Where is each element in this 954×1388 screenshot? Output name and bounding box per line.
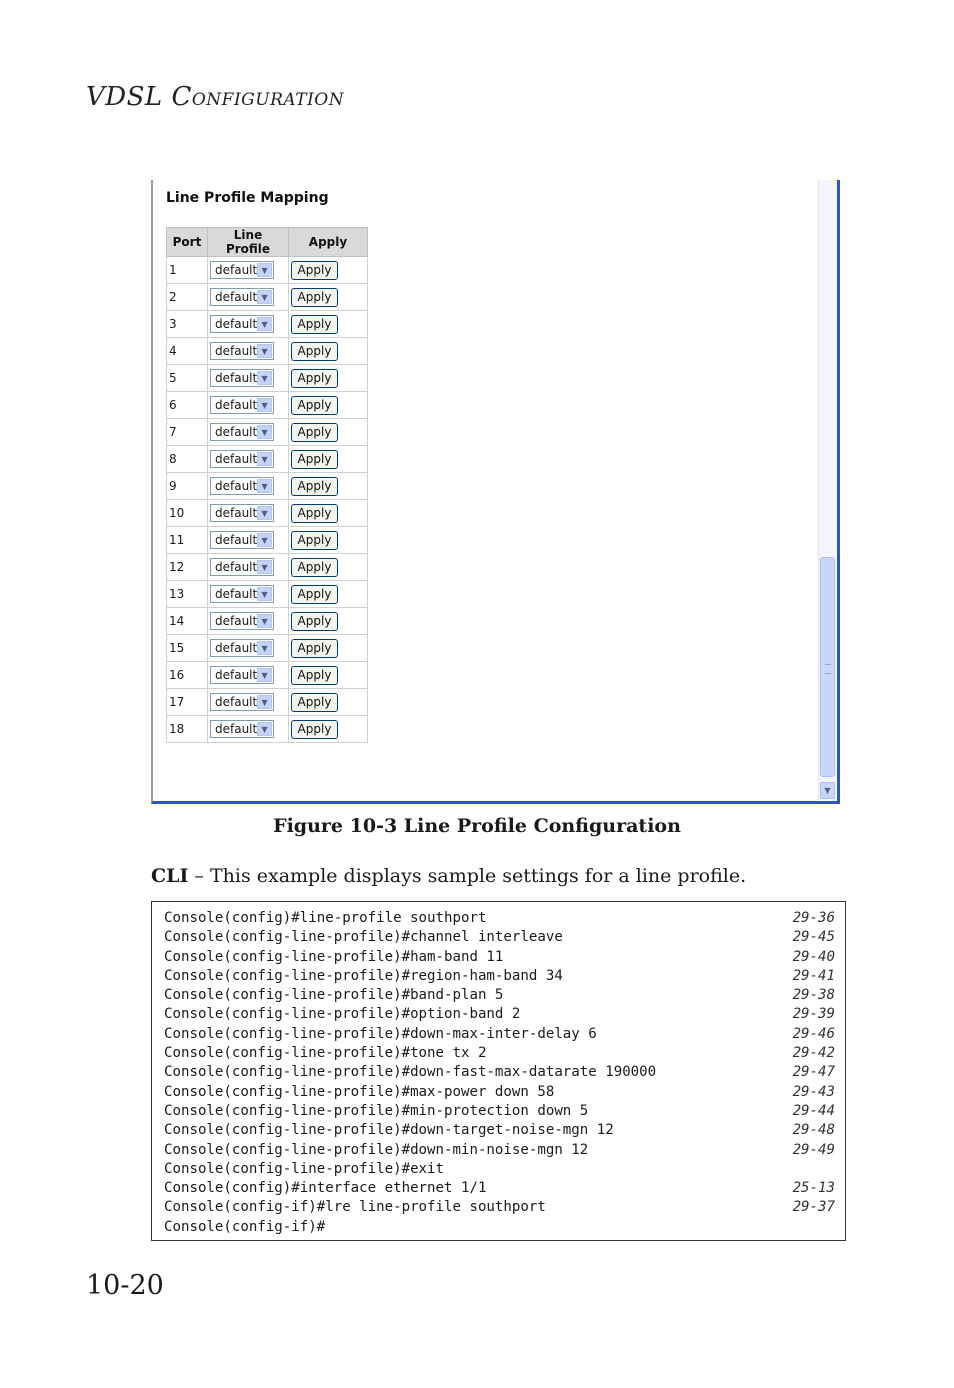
line-profile-cell: [208, 365, 289, 392]
panel-title: Line Profile Mapping: [166, 190, 329, 206]
cli-page-reference: 29-44: [792, 1102, 835, 1119]
cli-intro-text: – This example displays sample settings for a line profile.: [188, 865, 747, 887]
cli-command: Console(config-line-profile)#down-max-inter-delay 6: [164, 1025, 597, 1042]
apply-cell: [289, 581, 368, 608]
line-profile-select[interactable]: [210, 450, 274, 468]
line-profile-select[interactable]: [210, 288, 274, 306]
chevron-down-icon[interactable]: ▼: [257, 641, 272, 655]
port-number: 3: [167, 311, 208, 338]
line-profile-value: default: [215, 479, 258, 493]
apply-cell: [289, 257, 368, 284]
cli-command: Console(config-line-profile)#tone tx 2: [164, 1045, 487, 1062]
chapter-title-main: VDSL C: [86, 82, 192, 112]
port-number: 10: [167, 500, 208, 527]
cli-command: Console(config-line-profile)#down-fast-max-datarate 190000: [164, 1064, 657, 1081]
table-row: [167, 446, 368, 473]
table-row: [167, 500, 368, 527]
line-profile-select[interactable]: [210, 423, 274, 441]
cli-line: [164, 986, 835, 1005]
cli-label: CLI: [151, 865, 189, 887]
line-profile-select[interactable]: [210, 315, 274, 333]
cli-command: Console(config)#interface ethernet 1/1: [164, 1180, 487, 1197]
port-number: 8: [167, 446, 208, 473]
line-profile-cell: [208, 473, 289, 500]
chevron-down-icon[interactable]: ▼: [257, 722, 272, 736]
cli-line: [164, 1063, 835, 1082]
chevron-down-icon[interactable]: ▼: [257, 290, 272, 304]
cli-page-reference: 29-42: [792, 1045, 835, 1062]
cli-page-reference: 29-39: [792, 1006, 835, 1023]
cli-command: Console(config-line-profile)#option-band 2: [164, 1006, 521, 1023]
chevron-down-icon[interactable]: ▼: [257, 452, 272, 466]
line-profile-select[interactable]: [210, 261, 274, 279]
line-profile-value: default: [215, 452, 258, 466]
line-profile-value: default: [215, 263, 258, 277]
apply-button[interactable]: Apply: [291, 450, 338, 469]
table-row: [167, 284, 368, 311]
port-number: 15: [167, 635, 208, 662]
column-header-apply: Apply: [289, 228, 368, 257]
cli-line: [164, 1218, 835, 1237]
vertical-scrollbar[interactable]: [818, 180, 837, 801]
line-profile-cell: [208, 689, 289, 716]
apply-cell: [289, 689, 368, 716]
cli-line: [164, 1044, 835, 1063]
line-profile-select[interactable]: [210, 342, 274, 360]
line-profile-value: default: [215, 641, 258, 655]
port-number: 4: [167, 338, 208, 365]
cli-command: Console(config-line-profile)#ham-band 11: [164, 948, 504, 965]
table-row: [167, 581, 368, 608]
line-profile-mapping-table: [166, 227, 368, 743]
cli-page-reference: 29-45: [792, 929, 835, 946]
cli-page-reference: 25-13: [792, 1180, 835, 1197]
apply-button[interactable]: Apply: [291, 396, 338, 415]
apply-cell: [289, 419, 368, 446]
chevron-down-icon[interactable]: ▼: [257, 263, 272, 277]
cli-line: [164, 967, 835, 986]
line-profile-cell: [208, 392, 289, 419]
cli-page-reference: 29-46: [792, 1025, 835, 1042]
port-number: 17: [167, 689, 208, 716]
apply-button[interactable]: Apply: [291, 504, 338, 523]
apply-cell: [289, 635, 368, 662]
apply-cell: [289, 608, 368, 635]
apply-cell: [289, 284, 368, 311]
chevron-down-icon[interactable]: ▼: [257, 425, 272, 439]
line-profile-value: default: [215, 722, 258, 736]
line-profile-value: default: [215, 317, 258, 331]
cli-line: [164, 1141, 835, 1160]
port-number: 13: [167, 581, 208, 608]
cli-page-reference: 29-40: [792, 948, 835, 965]
chevron-down-icon[interactable]: ▼: [257, 506, 272, 520]
table-row: [167, 311, 368, 338]
line-profile-value: default: [215, 290, 258, 304]
table-row: [167, 419, 368, 446]
line-profile-cell: [208, 446, 289, 473]
line-profile-value: default: [215, 695, 258, 709]
table-row: [167, 365, 368, 392]
apply-button[interactable]: Apply: [291, 639, 338, 658]
cli-command: Console(config-line-profile)#down-min-noise-mgn 12: [164, 1141, 589, 1158]
cli-page-reference: 29-36: [792, 910, 835, 926]
line-profile-select[interactable]: [210, 396, 274, 414]
line-profile-value: default: [215, 587, 258, 601]
line-profile-cell: [208, 284, 289, 311]
apply-button[interactable]: Apply: [291, 423, 338, 442]
line-profile-select[interactable]: [210, 531, 274, 549]
line-profile-select[interactable]: [210, 369, 274, 387]
line-profile-select[interactable]: [210, 720, 274, 738]
port-number: 7: [167, 419, 208, 446]
apply-button[interactable]: Apply: [291, 585, 338, 604]
port-number: 14: [167, 608, 208, 635]
apply-cell: [289, 500, 368, 527]
table-row: [167, 689, 368, 716]
line-profile-value: default: [215, 398, 258, 412]
apply-button[interactable]: Apply: [291, 315, 338, 334]
apply-cell: [289, 446, 368, 473]
cli-page-reference: 29-37: [792, 1199, 835, 1216]
scrollbar-grip-icon: [825, 664, 831, 674]
column-header-line-profile: Line Profile: [208, 228, 289, 257]
cli-line: [164, 1160, 835, 1179]
apply-cell: [289, 311, 368, 338]
cli-line: [164, 1083, 835, 1102]
table-row: [167, 473, 368, 500]
table-row: [167, 716, 368, 743]
line-profile-cell: [208, 338, 289, 365]
cli-line: [164, 1198, 835, 1217]
line-profile-cell: [208, 662, 289, 689]
line-profile-cell: [208, 527, 289, 554]
line-profile-cell: [208, 581, 289, 608]
apply-button[interactable]: Apply: [291, 666, 338, 685]
line-profile-select[interactable]: [210, 612, 274, 630]
line-profile-cell: [208, 257, 289, 284]
cli-command: Console(config-if)#lre line-profile southport: [164, 1199, 546, 1216]
apply-button[interactable]: Apply: [291, 288, 338, 307]
apply-cell: [289, 662, 368, 689]
line-profile-select[interactable]: [210, 585, 274, 603]
cli-command: Console(config-if)#: [164, 1218, 326, 1235]
line-profile-select[interactable]: [210, 693, 274, 711]
cli-line: [164, 909, 835, 928]
cli-line: [164, 1102, 835, 1121]
table-row: [167, 662, 368, 689]
line-profile-select[interactable]: [210, 558, 274, 576]
apply-button[interactable]: Apply: [291, 693, 338, 712]
line-profile-select[interactable]: [210, 639, 274, 657]
port-number: 9: [167, 473, 208, 500]
apply-button[interactable]: Apply: [291, 342, 338, 361]
cli-command: Console(config-line-profile)#max-power down 58: [164, 1083, 555, 1100]
cli-page-reference: 29-48: [792, 1122, 835, 1139]
cli-command: Console(config-line-profile)#down-target-noise-mgn 12: [164, 1122, 614, 1139]
chevron-down-icon[interactable]: ▼: [257, 587, 272, 601]
table-row: [167, 338, 368, 365]
apply-cell: [289, 716, 368, 743]
line-profile-value: default: [215, 425, 258, 439]
cli-line: [164, 1179, 835, 1198]
page-number: 10-20: [86, 1270, 164, 1301]
chevron-down-icon[interactable]: ▼: [257, 344, 272, 358]
apply-cell: [289, 473, 368, 500]
port-number: 2: [167, 284, 208, 311]
ui-screenshot: [151, 180, 840, 804]
line-profile-value: default: [215, 668, 258, 682]
scrollbar-thumb[interactable]: [820, 557, 835, 777]
cli-line: [164, 948, 835, 967]
line-profile-cell: [208, 419, 289, 446]
chapter-title-small: ONFIGURATION: [191, 90, 345, 110]
cli-line: [164, 1025, 835, 1044]
port-number: 16: [167, 662, 208, 689]
line-profile-value: default: [215, 533, 258, 547]
line-profile-value: default: [215, 560, 258, 574]
port-number: 1: [167, 257, 208, 284]
apply-cell: [289, 365, 368, 392]
line-profile-select[interactable]: [210, 504, 274, 522]
table-row: [167, 635, 368, 662]
cli-command: Console(config-line-profile)#region-ham-band 34: [164, 967, 563, 984]
port-number: 6: [167, 392, 208, 419]
apply-button[interactable]: Apply: [291, 477, 338, 496]
scroll-down-arrow-icon[interactable]: ▼: [820, 782, 835, 799]
cli-command: Console(config-line-profile)#band-plan 5: [164, 987, 504, 1004]
cli-line: [164, 928, 835, 947]
line-profile-cell: [208, 716, 289, 743]
line-profile-cell: [208, 635, 289, 662]
cli-line: [164, 1005, 835, 1024]
line-profile-cell: [208, 311, 289, 338]
apply-button[interactable]: Apply: [291, 261, 338, 280]
apply-button[interactable]: Apply: [291, 612, 338, 631]
table-row: [167, 257, 368, 284]
line-profile-value: default: [215, 371, 258, 385]
cli-command: Console(config-line-profile)#exit: [164, 1160, 445, 1177]
apply-button[interactable]: Apply: [291, 369, 338, 388]
line-profile-select[interactable]: [210, 477, 274, 495]
line-profile-value: default: [215, 614, 258, 628]
line-profile-value: default: [215, 344, 258, 358]
apply-cell: [289, 527, 368, 554]
cli-intro: [151, 865, 746, 887]
line-profile-cell: [208, 500, 289, 527]
apply-button[interactable]: Apply: [291, 720, 338, 739]
chapter-header: [86, 82, 344, 112]
cli-command: Console(config-line-profile)#channel interleave: [164, 929, 563, 946]
line-profile-value: default: [215, 506, 258, 520]
apply-cell: [289, 392, 368, 419]
cli-page-reference: 29-41: [792, 967, 835, 984]
column-header-port: Port: [167, 228, 208, 257]
chevron-down-icon[interactable]: ▼: [257, 560, 272, 574]
port-number: 5: [167, 365, 208, 392]
cli-code-block: [151, 901, 846, 1241]
port-number: 18: [167, 716, 208, 743]
chevron-down-icon[interactable]: ▼: [257, 533, 272, 547]
chevron-down-icon[interactable]: ▼: [257, 614, 272, 628]
port-number: 11: [167, 527, 208, 554]
chevron-down-icon[interactable]: ▼: [257, 668, 272, 682]
cli-line: [164, 1121, 835, 1140]
apply-button[interactable]: Apply: [291, 531, 338, 550]
chevron-down-icon[interactable]: ▼: [257, 317, 272, 331]
cli-page-reference: 29-47: [792, 1064, 835, 1081]
cli-page-reference: 29-43: [792, 1083, 835, 1100]
chevron-down-icon[interactable]: ▼: [257, 371, 272, 385]
line-profile-cell: [208, 608, 289, 635]
table-row: [167, 527, 368, 554]
cli-command: Console(config-line-profile)#min-protection down 5: [164, 1102, 589, 1119]
line-profile-select[interactable]: [210, 666, 274, 684]
chevron-down-icon[interactable]: ▼: [257, 695, 272, 709]
cli-command: Console(config)#line-profile southport: [164, 910, 487, 926]
apply-button[interactable]: Apply: [291, 558, 338, 577]
line-profile-cell: [208, 554, 289, 581]
chevron-down-icon[interactable]: ▼: [257, 398, 272, 412]
cli-page-reference: 29-38: [792, 987, 835, 1004]
cli-page-reference: 29-49: [792, 1141, 835, 1158]
figure-caption: Figure 10-3 Line Profile Configuration: [273, 815, 681, 837]
table-row: [167, 608, 368, 635]
table-row: [167, 554, 368, 581]
apply-cell: [289, 554, 368, 581]
table-row: [167, 392, 368, 419]
apply-cell: [289, 338, 368, 365]
port-number: 12: [167, 554, 208, 581]
chevron-down-icon[interactable]: ▼: [257, 479, 272, 493]
